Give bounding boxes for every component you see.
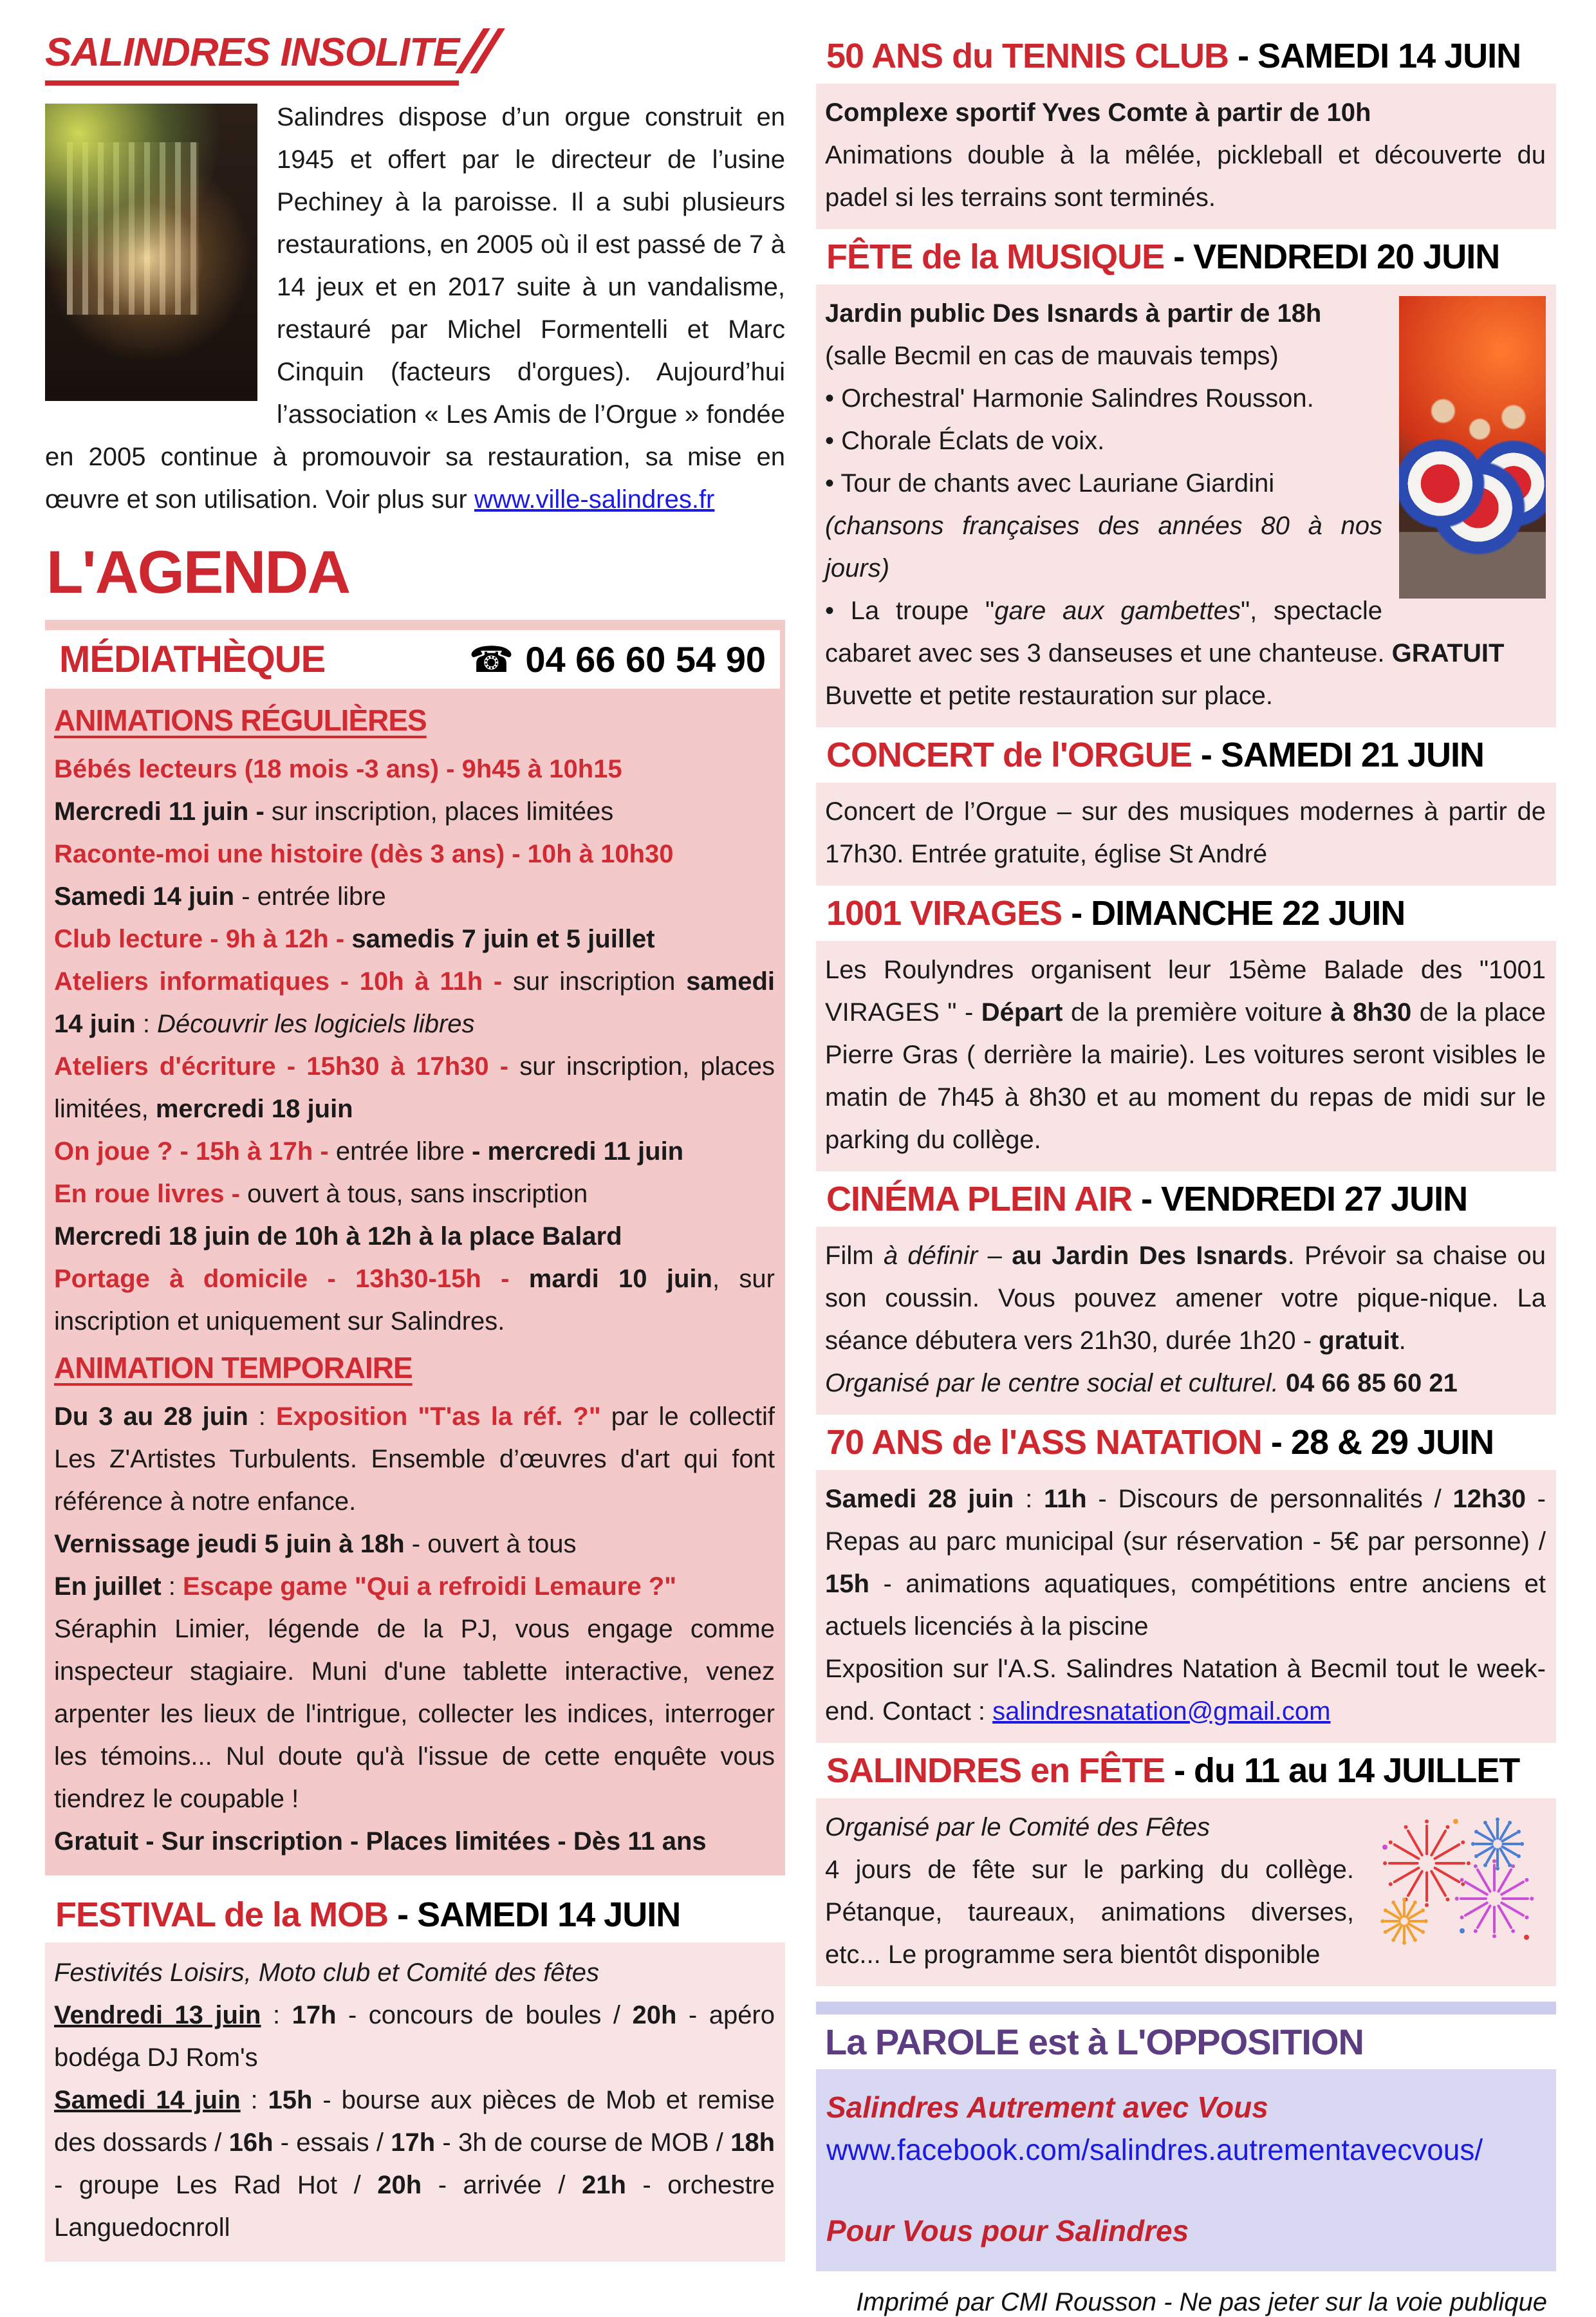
text-run: - animations aquatiques, compétitions entre anciens et actuels licenciés à la piscine [825, 1570, 1546, 1641]
text-line [54, 1395, 775, 1523]
text-line [54, 1258, 775, 1343]
text-run: : [1014, 1485, 1044, 1513]
text-line [54, 1173, 775, 1215]
text-run: - mercredi 11 juin [472, 1137, 684, 1166]
section-header [816, 1171, 1556, 1227]
mediatheque-section [45, 620, 785, 1875]
text-run: Exposition sur l'A.S. Salindres Natation à Becmil tout le week-end. Contact : [825, 1655, 1546, 1726]
text-run: Buvette et petite restauration sur place. [825, 682, 1273, 710]
insolite-paragraph [45, 96, 785, 521]
section-body [816, 1798, 1556, 1986]
text-run: Mercredi 11 juin - [54, 797, 272, 826]
text-run: En juillet [54, 1572, 169, 1601]
text-run: sur inscription, places limitées [271, 797, 614, 826]
text-run: ", spectacle cabaret avec ses 3 danseuses et une chanteuse. [825, 597, 1392, 667]
section-body [816, 941, 1556, 1171]
text-run: 17h [292, 2001, 337, 2029]
text-run: • Orchestral' Harmonie Salindres Rousson. [825, 384, 1314, 413]
text-run: - Repas au parc municipal (sur réservation - 5€ par personne) / [825, 1485, 1546, 1556]
text-line [54, 918, 775, 960]
text-run: Animations double à la mêlée, pickleball et découverte du padel si les terrains sont terminés. [825, 141, 1546, 212]
section-body [816, 284, 1556, 727]
section-date: - du 11 au 14 JUILLET [1165, 1751, 1520, 1790]
animation-temporaire-header: ANIMATION TEMPORAIRE [54, 1351, 413, 1384]
text-line [54, 1130, 775, 1173]
text-run: • Chorale Éclats de voix. [825, 427, 1105, 455]
section-title: 50 ANS du TENNIS CLUB [826, 37, 1229, 75]
link[interactable]: www.ville-salindres.fr [474, 485, 715, 514]
text-run: Organisé par le Comité des Fêtes [825, 1813, 1211, 1841]
text-run: 15h [268, 2086, 313, 2114]
text-line [54, 1215, 775, 1258]
dancers-photo [1399, 296, 1546, 599]
text-run: - 3h de course de MOB / [435, 2128, 731, 2157]
text-run: Organisé par le centre social et culturel. [825, 1369, 1286, 1397]
text-run: En roue livres - [54, 1180, 248, 1208]
section-date: - SAMEDI 14 JUIN [1229, 37, 1521, 75]
section-body [816, 783, 1556, 886]
opposition-title: La PAROLE est à L'OPPOSITION [825, 2022, 1364, 2062]
text-run: - concours de boules / [336, 2001, 633, 2029]
text-run: : [240, 2086, 268, 2114]
text-line [826, 2086, 1543, 2128]
text-run: - Discours de personnalités / [1086, 1485, 1453, 1513]
mediatheque-body [45, 689, 785, 1863]
text-line [825, 1234, 1546, 1362]
opposition-header [816, 2015, 1556, 2069]
insolite-section [45, 28, 785, 521]
text-run: samedi 14 juin [54, 967, 775, 1038]
section-title: CONCERT de l'ORGUE [826, 736, 1192, 774]
text-line [825, 949, 1546, 1161]
text-run: gratuit [1319, 1326, 1399, 1355]
text-line [825, 1648, 1546, 1733]
section-date: - 28 & 29 JUIN [1261, 1423, 1494, 1462]
text-run: à 8h30 [1330, 998, 1412, 1027]
text-run: gare aux gambettes [994, 597, 1241, 625]
organ-photo [45, 104, 257, 401]
section-date: - SAMEDI 21 JUIN [1191, 736, 1484, 774]
section-title: SALINDRES en FÊTE [826, 1751, 1165, 1790]
text-run: à définir [883, 1242, 978, 1270]
text-run: Samedi 28 juin [825, 1485, 1014, 1513]
text-line [826, 2210, 1543, 2252]
section-date: - DIMANCHE 22 JUIN [1062, 894, 1406, 933]
text-run: 15h [825, 1570, 869, 1598]
opposition-body [816, 2069, 1556, 2271]
text-line [54, 1045, 775, 1130]
text-run: Salindres dispose d’un orgue construit en 1945 et offert par le directeur de l’usine Pechiney à la paroisse. Il a subi plusieurs restaurations, en 2005 où il est passé de 7 à 14 jeux et en 2017 suite à un vandalisme, restauré par Michel Formentelli et Marc Cinquin (facteurs d'orgues). Aujourd’hui l’association « Les Amis de l’Orgue » fondée en 2005 continue à promouvoir sa restauration, sa mise en œuvre et son utilisation. Voir plus sur [45, 103, 785, 514]
text-line [825, 134, 1546, 219]
section-date: - VENDREDI 20 JUIN [1164, 237, 1500, 276]
text-run: Samedi 14 juin [54, 882, 242, 911]
text-run: Mercredi 18 juin de 10h à 12h à la place Balard [54, 1222, 622, 1251]
section-title: FÊTE de la MUSIQUE [826, 237, 1165, 276]
section-title: 70 ANS de l'ASS NATATION [826, 1423, 1262, 1462]
text-run: Raconte-moi une histoire (dès 3 ans) - 10h à 10h30 [54, 840, 674, 868]
text-run: Ateliers informatiques - 10h à 11h - [54, 967, 513, 996]
link[interactable]: www.facebook.com/salindres.autrementavecvous/ [826, 2133, 1483, 2166]
text-line [825, 1478, 1546, 1648]
text-run: 21h [581, 2171, 626, 2199]
text-run: Séraphin Limier, légende de la PJ, vous engage comme inspecteur stagiaire. Muni d'une tablette interactive, venez arpenter les lieux de l'intrigue, collecter les indices, interroger les témoins... Nul doute qu'à l'issue de cette enquête vous tiendrez le coupable ! [54, 1615, 775, 1813]
phone-icon: ☎ [469, 638, 514, 680]
text-line [54, 875, 775, 918]
text-line [54, 2079, 775, 2249]
text-run: Départ [981, 998, 1063, 1027]
text-run: Festivités Loisirs, Moto club et Comité des fêtes [54, 1959, 599, 1987]
opposition-section [816, 2002, 1556, 2271]
section-body [816, 84, 1556, 229]
text-run: 16h [228, 2128, 274, 2157]
text-run: . [1398, 1326, 1406, 1355]
text-run: Escape game "Qui a refroidi Lemaure ?" [183, 1572, 677, 1601]
section-header [816, 1415, 1556, 1470]
text-run: - groupe Les Rad Hot / [54, 2171, 378, 2199]
section-header [816, 229, 1556, 284]
text-run: - arrivée / [422, 2171, 582, 2199]
text-line [54, 1523, 775, 1565]
section-header [816, 28, 1556, 84]
text-run: . Prévoir sa chaise ou son coussin. Vous pouvez amener votre pique-nique. La séance débutera vers 21h30, durée 1h20 - [825, 1242, 1546, 1355]
text-run: Exposition "T'as la réf. ?" [275, 1402, 611, 1431]
festival-mob-header: FESTIVAL de la MOB - SAMEDI 14 JUIN [45, 1887, 785, 1942]
text-line [54, 748, 775, 790]
text-line [54, 1565, 775, 1608]
text-run: sur inscription [512, 967, 687, 996]
text-run: Film [825, 1242, 884, 1270]
text-run: - essais / [273, 2128, 391, 2157]
text-run: ouvert à tous, sans inscription [247, 1180, 588, 1208]
text-run: Complexe sportif Yves Comte à partir de 10h [825, 98, 1371, 127]
text-run: 20h [377, 2171, 422, 2199]
text-run: , sur inscription et uniquement sur Salindres. [54, 1265, 775, 1335]
animations-regulieres-header: ANIMATIONS RÉGULIÈRES [54, 703, 427, 737]
opposition-strip [816, 2002, 1556, 2015]
festival-mob-section [45, 1887, 785, 2262]
insolite-title-row [45, 28, 785, 86]
text-line [825, 590, 1546, 675]
text-run: – [978, 1242, 1012, 1270]
section-title: 1001 VIRAGES [826, 894, 1062, 933]
text-run: samedis 7 juin et 5 juillet [351, 925, 655, 953]
text-run: Ateliers d'écriture - 15h30 à 17h30 - [54, 1052, 520, 1081]
text-run: : [135, 1010, 158, 1038]
text-run: Concert de l’Orgue – sur des musiques modernes à partir de 17h30. Entrée gratuite, église St André [825, 797, 1546, 868]
link[interactable]: salindresnatation@gmail.com [992, 1697, 1331, 1726]
text-run: par le collectif Les Z'Artistes Turbulents. Ensemble d’œuvres d'art qui font référence à notre enfance. [54, 1402, 775, 1516]
left-column [45, 28, 785, 2262]
text-run: (salle Becmil en cas de mauvais temps) [825, 342, 1279, 370]
text-run: 17h [391, 2128, 436, 2157]
section-body [816, 1227, 1556, 1415]
phone-number: ☎ 04 66 60 54 90 [469, 638, 766, 680]
text-run: 20h [632, 2001, 677, 2029]
text-line [54, 1608, 775, 1820]
page-footer: Imprimé par CMI Rousson - Ne pas jeter sur la voie publique [856, 2288, 1547, 2316]
event-sections [816, 28, 1556, 1986]
section-header [816, 886, 1556, 941]
text-run: 04 66 85 60 21 [1285, 1369, 1458, 1397]
text-run: • La troupe " [825, 597, 995, 625]
text-run: mardi 10 juin [528, 1265, 712, 1293]
text-line [54, 790, 775, 833]
text-run: Vendredi 13 juin [54, 2001, 261, 2029]
text-run: Portage à domicile - 13h30-15h - [54, 1265, 529, 1293]
text-line [54, 960, 775, 1045]
text-run: : [261, 2001, 292, 2029]
text-run: Gratuit - Sur inscription - Places limitées - Dès 11 ans [54, 1827, 707, 1856]
mediatheque-title: MÉDIATHÈQUE [59, 638, 326, 680]
text-run: - ouvert à tous [411, 1530, 577, 1558]
text-run: sur inscription, places limitées, [54, 1052, 775, 1123]
text-run: • Tour de chants avec Lauriane Giardini [825, 469, 1275, 498]
text-run: 12h30 [1452, 1485, 1526, 1513]
agenda-title: L'AGENDA [46, 538, 350, 606]
text-run: Du 3 au 28 juin [54, 1402, 259, 1431]
text-run: Salindres Autrement avec Vous [826, 2090, 1268, 2124]
text-run: Club lecture - 9h à 12h - [54, 925, 352, 953]
text-run: de la première voiture [1062, 998, 1331, 1027]
animations-regulieres-list [54, 748, 775, 1343]
text-run: GRATUIT [1391, 639, 1505, 667]
text-run: 18h [730, 2128, 775, 2157]
text-run: Jardin public Des Isnards à partir de 18h [825, 299, 1322, 328]
section-header [816, 1743, 1556, 1798]
text-run: 11h [1043, 1485, 1087, 1513]
text-line [54, 1994, 775, 2079]
text-line [825, 1362, 1546, 1404]
text-line [54, 1951, 775, 1994]
section-date: - VENDREDI 27 JUIN [1132, 1180, 1468, 1218]
text-run: de la place Pierre Gras ( derrière la mairie). Les voitures seront visibles le matin de 7h45 à 8h30 et au moment du repas de midi sur le parking du collège. [825, 998, 1546, 1154]
text-run: Les Roulyndres organisent leur 15ème Balade des "1001 VIRAGES " - [825, 956, 1546, 1027]
text-run: - apéro bodéga DJ Rom's [54, 2001, 775, 2072]
text-run: Pour Vous pour Salindres [826, 2214, 1189, 2247]
mediatheque-header [45, 630, 780, 689]
text-run: : [258, 1402, 276, 1431]
text-run: entrée libre [335, 1137, 472, 1166]
text-run: - entrée libre [241, 882, 386, 911]
text-line [825, 790, 1546, 875]
text-run: - orchestre Languedocnroll [54, 2171, 775, 2242]
section-title: CINÉMA PLEIN AIR [826, 1180, 1133, 1218]
fireworks-illustration [1366, 1809, 1546, 1957]
text-run: On joue ? - 15h à 17h - [54, 1137, 336, 1166]
text-run: : [168, 1572, 183, 1601]
text-run: Samedi 14 juin [54, 2086, 241, 2114]
text-run: au Jardin Des Isnards [1012, 1242, 1288, 1270]
insolite-title: SALINDRES INSOLITE [45, 30, 459, 86]
text-run: 4 jours de fête sur le parking du collège. Pétanque, taureaux, animations diverses, etc... Le programme sera bientôt disponible [825, 1856, 1354, 1969]
text-run: (chansons françaises des années 80 à nos jours) [825, 512, 1382, 582]
text-run: Bébés lecteurs (18 mois -3 ans) - 9h45 à 10h15 [54, 755, 622, 783]
text-line [825, 675, 1546, 717]
animation-temporaire-list [54, 1395, 775, 1863]
text-run: mercredi 18 juin [155, 1095, 353, 1123]
text-run: - bourse aux pièces de Mob et remise des dossards / [54, 2086, 775, 2157]
text-run: Vernissage jeudi 5 juin à 18h [54, 1530, 412, 1558]
section-header [816, 727, 1556, 783]
text-line [825, 91, 1546, 134]
text-line [54, 833, 775, 875]
text-line [826, 2128, 1543, 2171]
section-body [816, 1470, 1556, 1743]
text-run: Découvrir les logiciels libres [157, 1010, 475, 1038]
right-column [816, 28, 1556, 2317]
festival-mob-body [45, 1942, 785, 2262]
text-line [54, 1820, 775, 1863]
